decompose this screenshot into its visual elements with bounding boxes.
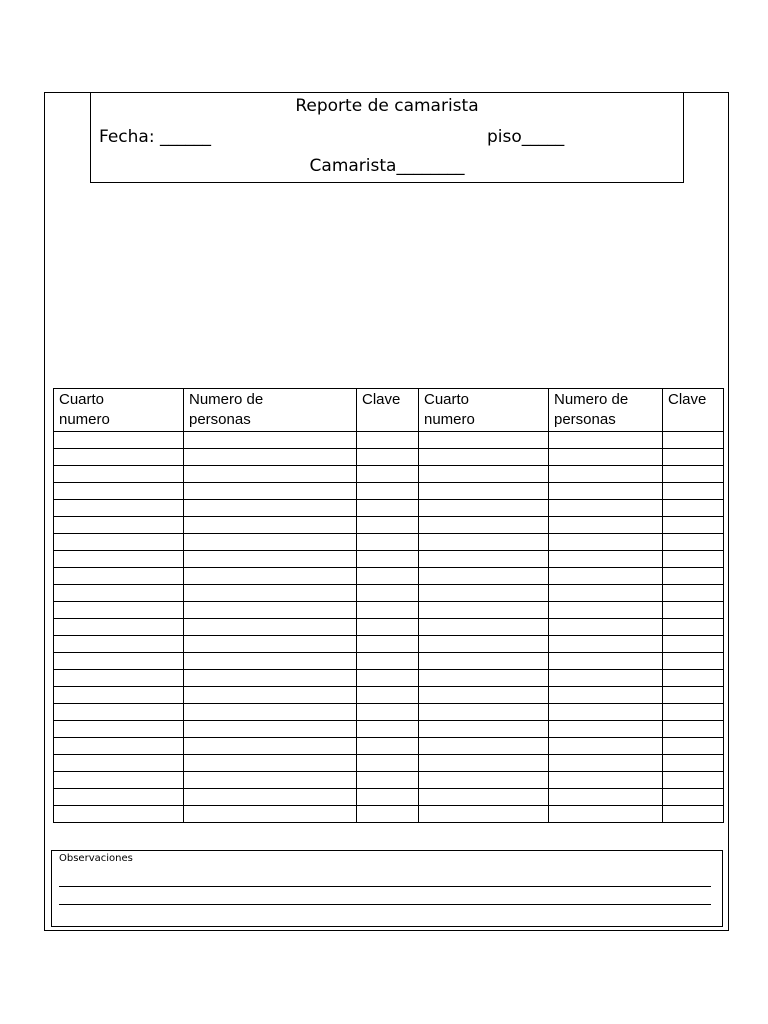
table-cell[interactable] (357, 449, 419, 466)
table-cell[interactable] (663, 653, 724, 670)
table-cell[interactable] (419, 466, 549, 483)
table-cell[interactable] (184, 772, 357, 789)
table-cell[interactable] (549, 670, 663, 687)
table-row (54, 432, 724, 449)
table-cell[interactable] (419, 534, 549, 551)
table-cell[interactable] (549, 636, 663, 653)
table-cell[interactable] (184, 619, 357, 636)
col-header-numero-personas-2: Numero de personas (549, 389, 663, 432)
table-cell[interactable] (54, 806, 184, 823)
table-row (54, 806, 724, 823)
table-cell[interactable] (357, 619, 419, 636)
table-cell[interactable] (54, 602, 184, 619)
table-cell[interactable] (184, 789, 357, 806)
table-row (54, 670, 724, 687)
table-row (54, 517, 724, 534)
table-row (54, 466, 724, 483)
table-cell[interactable] (184, 704, 357, 721)
table-cell[interactable] (357, 636, 419, 653)
table-cell[interactable] (184, 602, 357, 619)
table-cell[interactable] (54, 551, 184, 568)
table-cell[interactable] (357, 755, 419, 772)
table-cell[interactable] (184, 653, 357, 670)
table-row (54, 568, 724, 585)
camarista-field: Camarista________ (309, 156, 465, 176)
table-row (54, 687, 724, 704)
table-cell[interactable] (419, 738, 549, 755)
table-cell[interactable] (419, 704, 549, 721)
table-row (54, 653, 724, 670)
table-row (54, 585, 724, 602)
col-header-cuarto-numero-2: Cuarto numero (419, 389, 549, 432)
table-cell[interactable] (357, 534, 419, 551)
table-row (54, 619, 724, 636)
table-cell[interactable] (419, 449, 549, 466)
table-cell[interactable] (54, 687, 184, 704)
table-cell[interactable] (357, 517, 419, 534)
table-cell[interactable] (357, 466, 419, 483)
table-cell[interactable] (184, 636, 357, 653)
table-cell[interactable] (663, 449, 724, 466)
table-cell[interactable] (549, 568, 663, 585)
table-cell[interactable] (549, 551, 663, 568)
fecha-field: Fecha: ______ (99, 127, 211, 147)
table-row (54, 721, 724, 738)
table-cell[interactable] (419, 585, 549, 602)
table-cell[interactable] (663, 432, 724, 449)
table-cell[interactable] (549, 432, 663, 449)
table-cell[interactable] (357, 500, 419, 517)
table-cell[interactable] (54, 466, 184, 483)
table-cell[interactable] (663, 551, 724, 568)
table-cell[interactable] (549, 772, 663, 789)
col-header-clave-2: Clave (663, 389, 724, 432)
table-cell[interactable] (663, 568, 724, 585)
table-cell[interactable] (184, 738, 357, 755)
table-cell[interactable] (549, 585, 663, 602)
report-title: Reporte de camarista (295, 96, 479, 116)
table-cell[interactable] (663, 772, 724, 789)
table-cell[interactable] (549, 738, 663, 755)
report-header (90, 92, 684, 183)
table-header-row (54, 389, 724, 432)
table-cell[interactable] (549, 466, 663, 483)
table-cell[interactable] (419, 772, 549, 789)
table-cell[interactable] (549, 619, 663, 636)
table-cell[interactable] (663, 500, 724, 517)
table-cell[interactable] (357, 772, 419, 789)
table-cell[interactable] (54, 721, 184, 738)
table-cell[interactable] (54, 772, 184, 789)
table-cell[interactable] (357, 806, 419, 823)
table-cell[interactable] (357, 602, 419, 619)
table-cell[interactable] (357, 585, 419, 602)
table-cell[interactable] (184, 432, 357, 449)
table-cell[interactable] (663, 602, 724, 619)
rooms-table (53, 388, 724, 823)
table-cell[interactable] (419, 687, 549, 704)
table-cell[interactable] (663, 483, 724, 500)
table-cell[interactable] (663, 466, 724, 483)
table-cell[interactable] (419, 806, 549, 823)
table-cell[interactable] (549, 755, 663, 772)
table-cell[interactable] (54, 653, 184, 670)
table-cell[interactable] (419, 483, 549, 500)
table-cell[interactable] (357, 704, 419, 721)
table-cell[interactable] (549, 449, 663, 466)
table-cell[interactable] (419, 789, 549, 806)
table-cell[interactable] (663, 517, 724, 534)
table-cell[interactable] (184, 755, 357, 772)
table-cell[interactable] (184, 517, 357, 534)
table-cell[interactable] (419, 517, 549, 534)
table-cell[interactable] (357, 721, 419, 738)
table-cell[interactable] (419, 619, 549, 636)
table-cell[interactable] (54, 670, 184, 687)
table-cell[interactable] (663, 687, 724, 704)
table-cell[interactable] (357, 738, 419, 755)
table-cell[interactable] (549, 721, 663, 738)
table-cell[interactable] (549, 687, 663, 704)
table-row (54, 534, 724, 551)
table-cell[interactable] (54, 738, 184, 755)
table-cell[interactable] (357, 653, 419, 670)
table-cell[interactable] (54, 483, 184, 500)
table-cell[interactable] (54, 500, 184, 517)
piso-field: piso_____ (487, 127, 565, 147)
table-cell[interactable] (419, 432, 549, 449)
table-cell[interactable] (54, 755, 184, 772)
col-header-cuarto-numero: Cuarto numero (54, 389, 184, 432)
table-cell[interactable] (549, 483, 663, 500)
table-cell[interactable] (184, 687, 357, 704)
col-header-clave: Clave (357, 389, 419, 432)
table-row (54, 704, 724, 721)
table-cell[interactable] (184, 534, 357, 551)
table-cell[interactable] (419, 551, 549, 568)
table-cell[interactable] (184, 721, 357, 738)
table-cell[interactable] (663, 619, 724, 636)
table-cell[interactable] (663, 789, 724, 806)
table-cell[interactable] (549, 704, 663, 721)
table-row (54, 789, 724, 806)
table-cell[interactable] (184, 466, 357, 483)
table-cell[interactable] (549, 534, 663, 551)
table-row (54, 602, 724, 619)
table-cell[interactable] (419, 721, 549, 738)
observaciones-label: Observaciones (59, 853, 133, 864)
table-row (54, 755, 724, 772)
table-cell[interactable] (357, 789, 419, 806)
table-cell[interactable] (54, 619, 184, 636)
table-cell[interactable] (54, 789, 184, 806)
table-cell[interactable] (663, 670, 724, 687)
table-cell[interactable] (419, 500, 549, 517)
table-cell[interactable] (54, 432, 184, 449)
table-cell[interactable] (549, 806, 663, 823)
table-cell[interactable] (663, 721, 724, 738)
table-cell[interactable] (184, 483, 357, 500)
col-header-numero-personas: Numero de personas (184, 389, 357, 432)
table-cell[interactable] (357, 687, 419, 704)
observaciones-line (59, 904, 711, 905)
table-row (54, 551, 724, 568)
observaciones-line (59, 886, 711, 887)
table-cell[interactable] (54, 568, 184, 585)
table-cell[interactable] (184, 500, 357, 517)
table-cell[interactable] (54, 585, 184, 602)
table-row (54, 483, 724, 500)
table-cell[interactable] (184, 449, 357, 466)
table-row (54, 772, 724, 789)
table-cell[interactable] (663, 585, 724, 602)
table-cell[interactable] (663, 534, 724, 551)
table-cell[interactable] (54, 704, 184, 721)
table-cell[interactable] (663, 636, 724, 653)
table-cell[interactable] (419, 670, 549, 687)
observaciones-box (51, 850, 723, 927)
table-cell[interactable] (184, 585, 357, 602)
table-row (54, 449, 724, 466)
table-cell[interactable] (54, 517, 184, 534)
table-cell[interactable] (419, 602, 549, 619)
table-cell[interactable] (357, 432, 419, 449)
table-cell[interactable] (357, 551, 419, 568)
table-cell[interactable] (184, 806, 357, 823)
table-cell[interactable] (357, 670, 419, 687)
table-cell[interactable] (419, 755, 549, 772)
table-cell[interactable] (54, 636, 184, 653)
table-cell[interactable] (663, 704, 724, 721)
table-cell[interactable] (54, 534, 184, 551)
table-cell[interactable] (549, 602, 663, 619)
table-cell[interactable] (184, 551, 357, 568)
table-cell[interactable] (549, 653, 663, 670)
table-cell[interactable] (357, 568, 419, 585)
table-cell[interactable] (357, 483, 419, 500)
table-cell[interactable] (184, 568, 357, 585)
table-cell[interactable] (549, 789, 663, 806)
table-cell[interactable] (549, 517, 663, 534)
table-cell[interactable] (419, 568, 549, 585)
table-cell[interactable] (419, 636, 549, 653)
table-cell[interactable] (549, 500, 663, 517)
table-cell[interactable] (663, 806, 724, 823)
table-row (54, 500, 724, 517)
table-cell[interactable] (663, 755, 724, 772)
table-cell[interactable] (419, 653, 549, 670)
table-cell[interactable] (184, 670, 357, 687)
table-row (54, 738, 724, 755)
table-row (54, 636, 724, 653)
table-body (54, 432, 724, 823)
table-cell[interactable] (54, 449, 184, 466)
table-cell[interactable] (663, 738, 724, 755)
